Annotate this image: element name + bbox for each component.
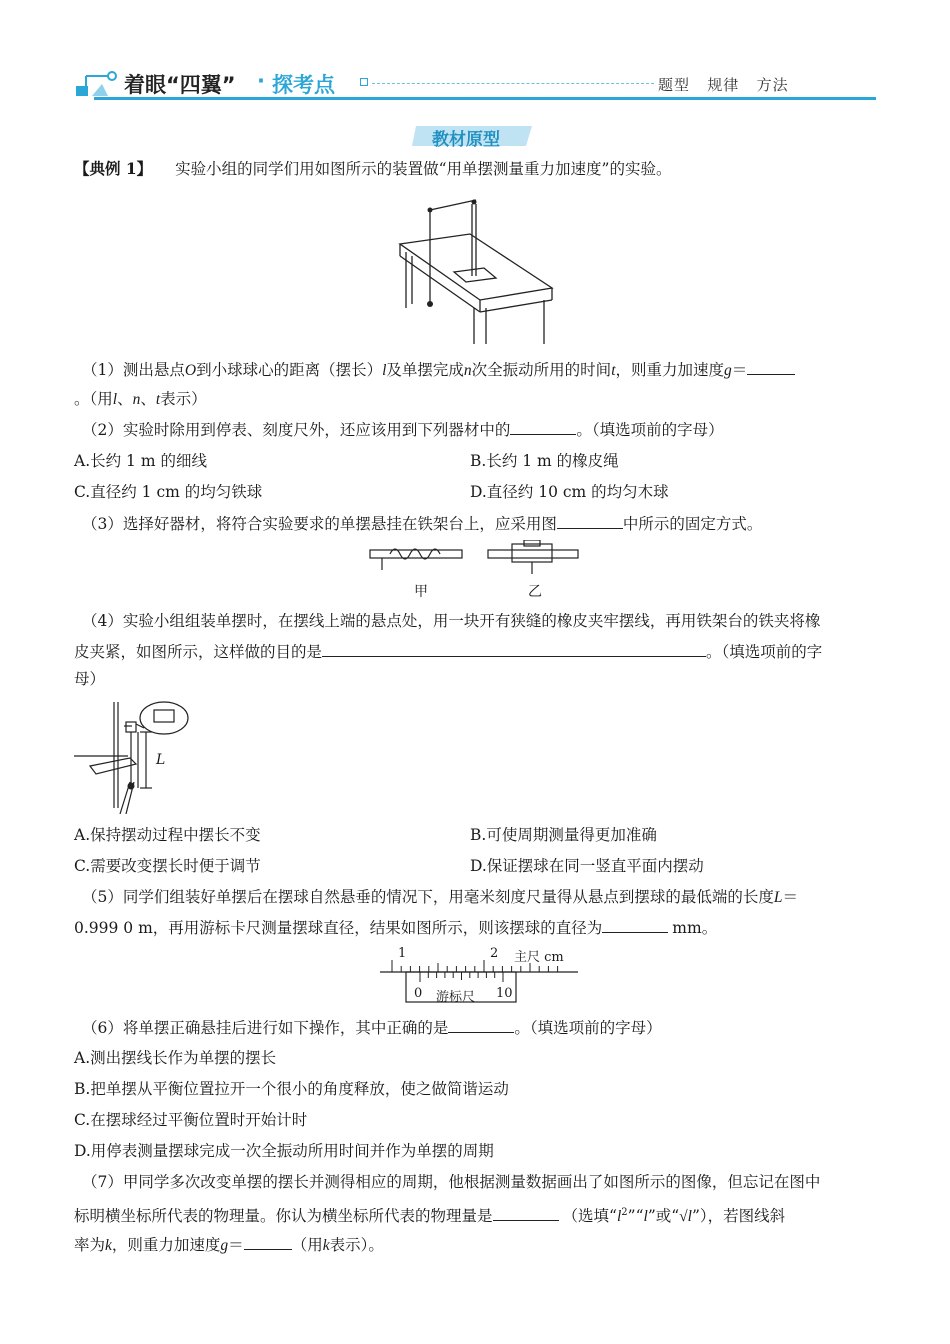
q6-option-a[interactable]: A.测出摆线长作为单摆的摆长 xyxy=(74,1049,277,1067)
vernier-scale-label: 游标尺 xyxy=(436,990,476,1005)
q6-answer-blank[interactable] xyxy=(448,1016,514,1033)
q1-line2: 。（用l、n、t表示） xyxy=(74,390,207,408)
vernier-scale-10: 10 xyxy=(496,986,513,1001)
section-label: 教材原型 xyxy=(412,124,536,148)
main-scale-1: 1 xyxy=(398,946,407,961)
example-text: 实验小组的同学们用如图所示的装置做“用单摆测量重力加速度”的实验。 xyxy=(175,160,672,178)
q3-answer-blank[interactable] xyxy=(557,512,623,529)
q5-answer-blank[interactable] xyxy=(602,916,668,933)
q7-line3: 率为k，则重力加速度g＝ （用k表示）。 xyxy=(74,1233,384,1257)
header-dashed-line xyxy=(372,83,654,84)
q7-line2: 标明横坐标所代表的物理量。你认为横坐标所代表的物理量是 （选填“$l^2”“l$”或“√l”），若图线斜 xyxy=(74,1202,785,1228)
fig-label-jia: 甲 xyxy=(414,584,428,600)
q6-option-b[interactable]: B.把单摆从平衡位置拉开一个很小的角度释放，使之做简谐运动 xyxy=(74,1080,509,1098)
q2-option-c[interactable]: C.直径约 1 cm 的均匀铁球 xyxy=(74,483,263,501)
q5-line1: （5）同学们组装好单摆后在摆球自然悬垂的情况下，用毫米刻度尺量得从悬点到摆球的最低端的长度L＝ xyxy=(82,888,799,906)
q4-option-c[interactable]: C.需要改变摆长时便于调节 xyxy=(74,857,261,875)
vernier-scale-0: 0 xyxy=(414,986,423,1001)
q2-option-b[interactable]: B.长约 1 m 的橡皮绳 xyxy=(470,452,619,470)
q2-option-d[interactable]: D.直径约 10 cm 的均匀木球 xyxy=(470,483,669,501)
q4-answer-blank[interactable] xyxy=(322,640,706,657)
q4-line3: 母） xyxy=(74,670,106,688)
header-right-tags: 题型 规律 方法 xyxy=(658,76,789,94)
q4-option-d[interactable]: D.保证摆球在同一竖直平面内摆动 xyxy=(470,857,704,875)
q5-line2: 0.999 0 m，再用游标卡尺测量摆球直径，结果如图所示，则该摆球的直径为 mm。 xyxy=(74,916,717,939)
q7-answer-blank-2[interactable] xyxy=(244,1233,292,1250)
q2-answer-blank[interactable] xyxy=(510,418,576,435)
q6-question: （6）将单摆正确悬挂后进行如下操作，其中正确的是 。（填选项前的字母） xyxy=(82,1016,662,1039)
q7-answer-blank[interactable] xyxy=(493,1204,559,1221)
header-title-part1: 着眼“四翼” xyxy=(124,73,236,97)
header-underline xyxy=(94,97,876,100)
q1-line1: （1）测出悬点O到小球球心的距离（摆长）l及单摆完成n次全振动所用的时间t，则重力加速度g＝ xyxy=(82,358,795,382)
q3-question: （3）选择好器材，将符合实验要求的单摆悬挂在铁架台上，应采用图 中所示的固定方式。 xyxy=(82,512,762,535)
example-label: 【典例 1】 xyxy=(74,159,153,178)
main-scale-2: 2 xyxy=(490,946,499,961)
header-title-part2: 探考点 xyxy=(272,73,335,97)
fig-label-L: L xyxy=(156,752,166,768)
q4-line2: 皮夹紧，如图所示，这样做的目的是 。（填选项前的字 xyxy=(74,640,822,663)
fig-label-yi: 乙 xyxy=(528,584,542,600)
example-intro xyxy=(74,158,671,180)
header-title-dot: · xyxy=(257,69,265,93)
q1-answer-blank[interactable] xyxy=(747,358,795,375)
q4-line1: （4）实验小组组装单摆时，在摆线上端的悬点处，用一块开有狭缝的橡皮夹牢摆线，再用铁架台的铁夹将橡 xyxy=(82,612,821,630)
q4-option-b[interactable]: B.可使周期测量得更加准确 xyxy=(470,826,657,844)
q6-option-c[interactable]: C.在摆球经过平衡位置时开始计时 xyxy=(74,1111,308,1129)
clamp-setup-figure xyxy=(74,696,194,814)
pendulum-apparatus-figure xyxy=(392,196,556,346)
q6-option-d[interactable]: D.用停表测量摆球完成一次全振动所用时间并作为单摆的周期 xyxy=(74,1142,494,1160)
q2-question: （2）实验时除用到停表、刻度尺外，还应该用到下列器材中的 。（填选项前的字母） xyxy=(82,418,724,441)
q2-option-a[interactable]: A.长约 1 m 的细线 xyxy=(74,452,207,470)
main-scale-label: 主尺 cm xyxy=(514,950,564,965)
fixing-method-figure xyxy=(366,540,586,576)
q7-line1: （7）甲同学多次改变单摆的摆长并测得相应的周期，他根据测量数据画出了如图所示的图像，但忘记在图中 xyxy=(82,1173,821,1191)
header-square-icon xyxy=(360,78,368,86)
header-bar xyxy=(74,64,876,104)
q4-option-a[interactable]: A.保持摆动过程中摆长不变 xyxy=(74,826,261,844)
